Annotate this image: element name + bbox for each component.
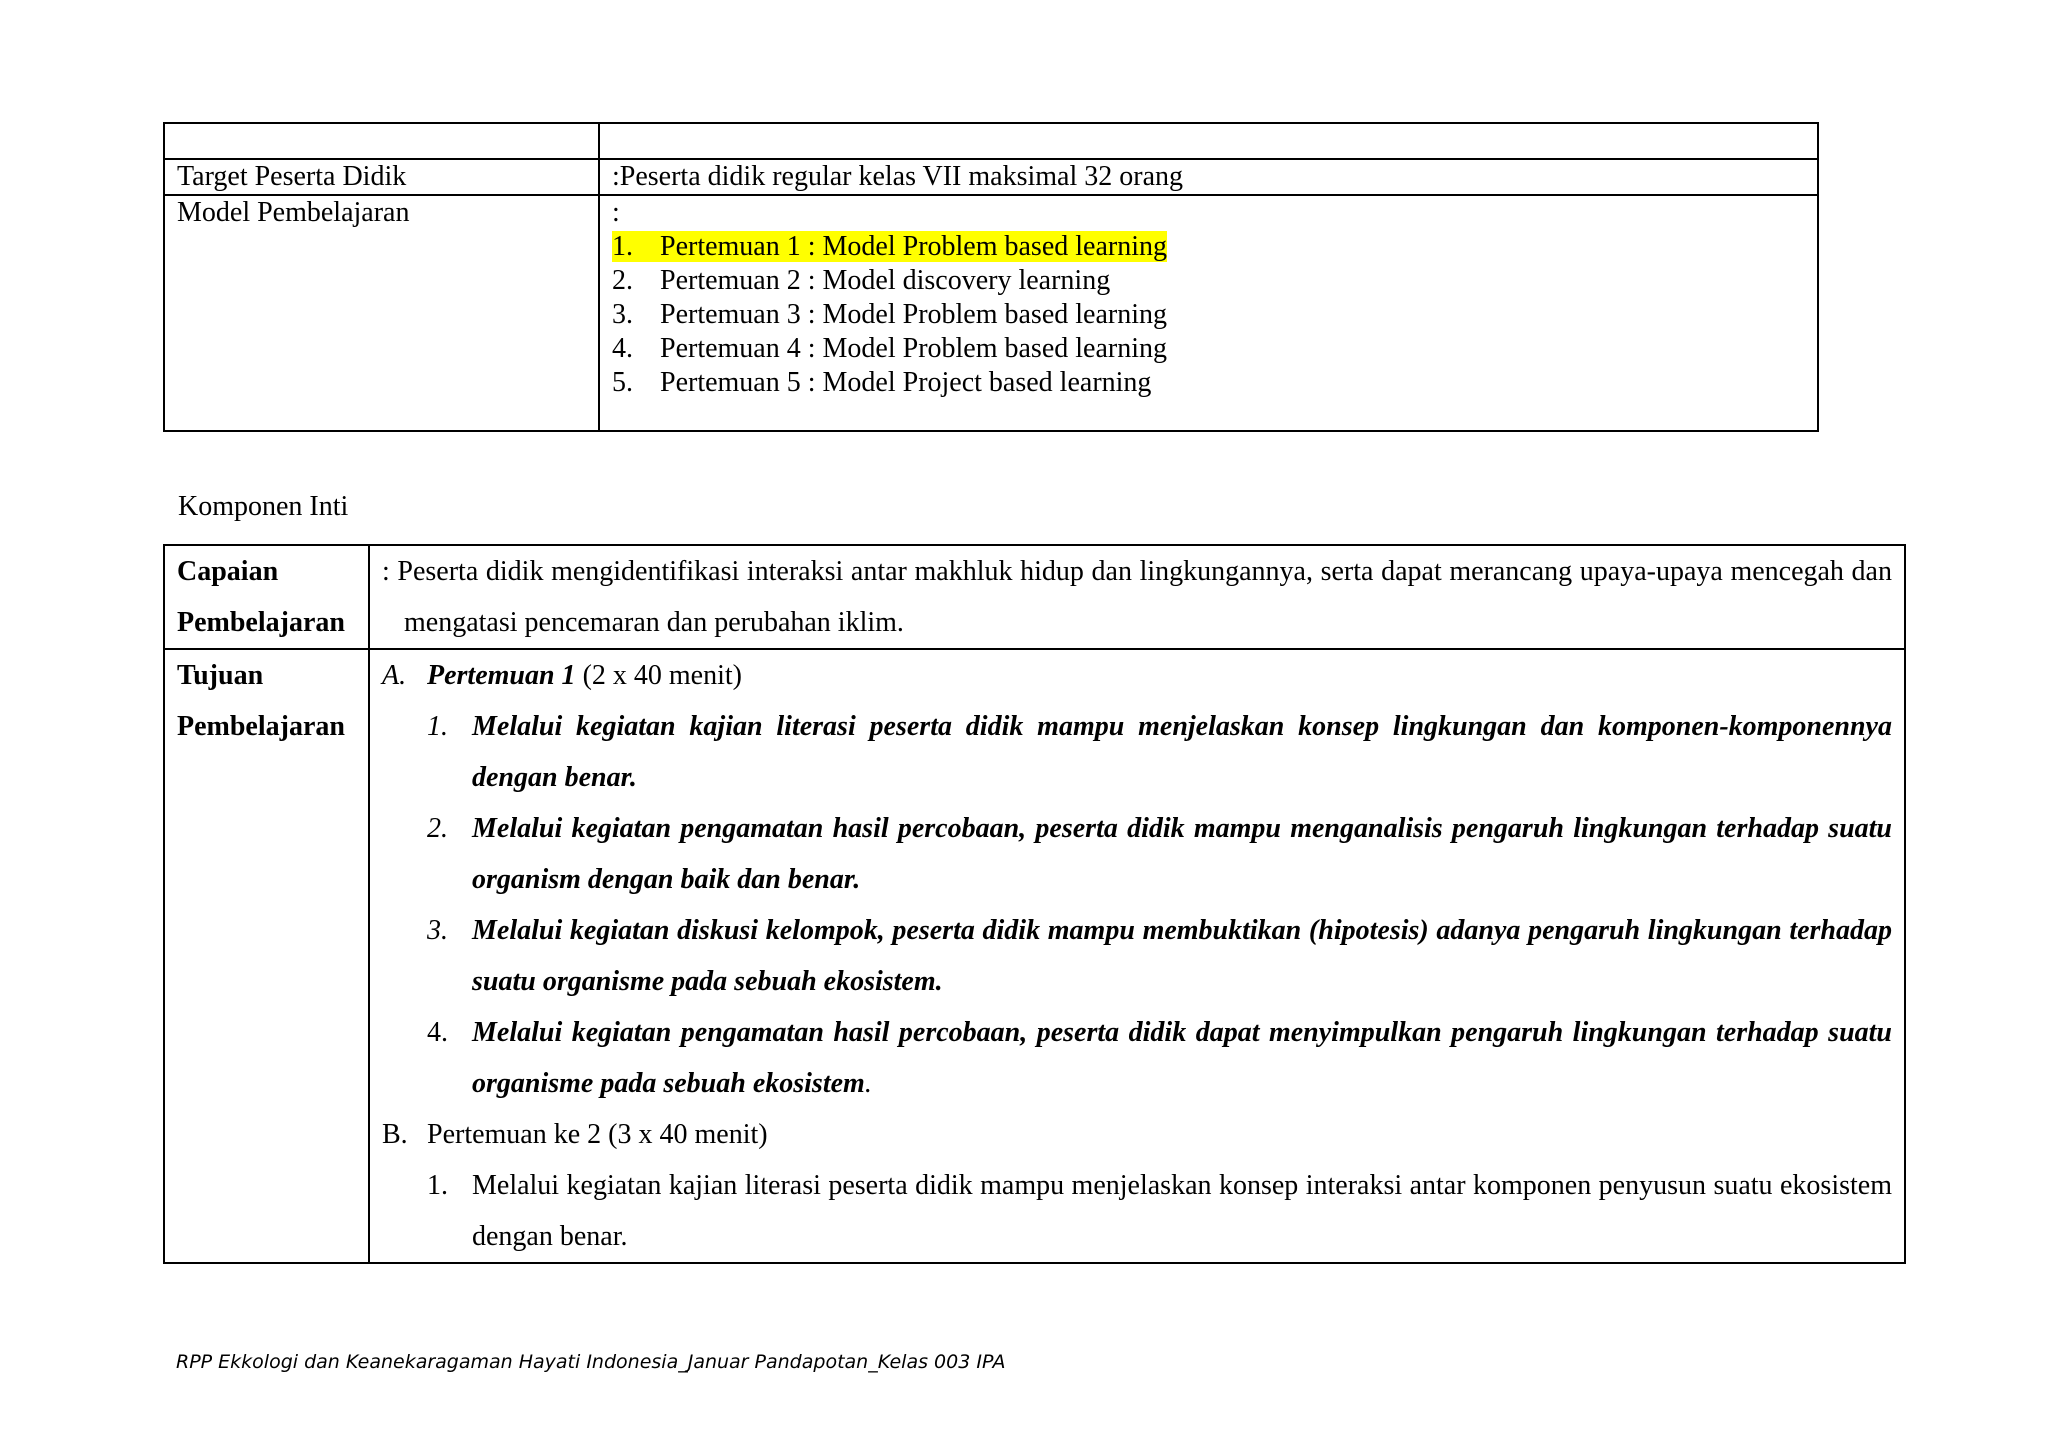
list-item <box>382 701 1892 803</box>
objective-suffix: . <box>864 1068 872 1099</box>
list-number: 4. <box>427 1017 448 1048</box>
tujuan-label-line2: Pembelajaran <box>177 711 345 742</box>
list-text: Pertemuan 5 : Model Project based learning <box>660 367 1152 398</box>
info-table <box>163 122 1819 432</box>
model-colon: : <box>612 197 620 228</box>
list-number: 5. <box>612 367 633 398</box>
meeting-a-objectives <box>382 701 1892 1109</box>
objective-text: Melalui kegiatan pengamatan hasil percobaan, peserta didik mampu menganalisis pengaruh lingkungan terhadap suatu organism dengan baik dan benar. <box>472 813 1892 895</box>
list-text: Pertemuan 4 : Model Problem based learning <box>660 333 1167 364</box>
list-item <box>382 1007 1892 1109</box>
list-number: 1. <box>612 231 633 262</box>
list-text: Pertemuan 2 : Model discovery learning <box>660 265 1111 296</box>
meeting-title: Pertemuan 1 <box>427 660 576 691</box>
list-item <box>382 803 1892 905</box>
list-number: 3. <box>612 299 633 330</box>
table-row <box>164 123 1818 159</box>
meeting-title: Pertemuan ke 2 (3 x 40 menit) <box>427 1119 768 1150</box>
list-item <box>612 298 1805 332</box>
table-cell-label <box>164 123 599 159</box>
table-cell-value <box>599 123 1818 159</box>
table-row-tujuan <box>164 649 1905 1263</box>
target-label: Target Peserta Didik <box>164 159 599 195</box>
model-value-cell <box>599 195 1818 431</box>
page-footer: RPP Ekkologi dan Keanekaragaman Hayati Indonesia_Januar Pandapotan_Kelas 003 IPA <box>176 1351 1006 1373</box>
table-row-model <box>164 195 1818 431</box>
list-number: 4. <box>612 333 633 364</box>
meeting-a-heading <box>382 650 1892 701</box>
model-list <box>612 230 1805 400</box>
model-label: Model Pembelajaran <box>164 195 599 431</box>
meeting-b-objectives <box>382 1160 1892 1262</box>
list-text: Pertemuan 1 : Model Problem based learning <box>660 231 1167 262</box>
tujuan-label-line1: Tujuan <box>177 660 264 691</box>
list-number: 2. <box>612 265 633 296</box>
highlighted-text <box>612 231 1167 262</box>
objective-text: Melalui kegiatan kajian literasi peserta didik mampu menjelaskan konsep interaksi antar komponen penyusun suatu ekosistem dengan benar. <box>472 1170 1892 1252</box>
table-row-target <box>164 159 1818 195</box>
meeting-letter: A. <box>382 660 407 691</box>
meeting-duration: (2 x 40 menit) <box>575 660 742 691</box>
tujuan-value-cell <box>369 649 1905 1263</box>
meeting-letter: B. <box>382 1119 408 1150</box>
list-text: Pertemuan 3 : Model Problem based learning <box>660 299 1167 330</box>
capaian-label-line1: Capaian <box>177 556 279 587</box>
capaian-label-cell <box>164 545 369 649</box>
capaian-text: : Peserta didik mengidentifikasi interaksi antar makhluk hidup dan lingkungannya, serta dapat merancang upaya-upaya mencegah dan mengatasi pencemaran dan perubahan iklim. <box>382 556 1892 638</box>
list-number: 2. <box>427 813 448 844</box>
objective-text: Melalui kegiatan pengamatan hasil percobaan, peserta didik dapat menyimpulkan pengaruh lingkungan terhadap suatu organisme pada sebuah ekosistem <box>472 1017 1892 1099</box>
list-item <box>382 905 1892 1007</box>
list-item <box>382 1160 1892 1262</box>
list-item <box>612 264 1805 298</box>
objective-text: Melalui kegiatan diskusi kelompok, peserta didik mampu membuktikan (hipotesis) adanya pengaruh lingkungan terhadap suatu organisme pada sebuah ekosistem. <box>472 915 1892 997</box>
list-number: 1. <box>427 711 448 742</box>
list-number: 3. <box>427 915 448 946</box>
table-row-capaian <box>164 545 1905 649</box>
target-value: :Peserta didik regular kelas VII maksimal 32 orang <box>599 159 1818 195</box>
objective-text: Melalui kegiatan kajian literasi peserta didik mampu menjelaskan konsep lingkungan dan komponen-komponennya dengan benar. <box>472 711 1892 793</box>
core-component-table <box>163 544 1906 1264</box>
capaian-value-cell <box>369 545 1905 649</box>
list-item <box>612 332 1805 366</box>
tujuan-label-cell <box>164 649 369 1263</box>
list-number: 1. <box>427 1170 448 1201</box>
capaian-label-line2: Pembelajaran <box>177 607 345 638</box>
list-item <box>612 366 1805 400</box>
meeting-b-heading <box>382 1109 1892 1160</box>
section-heading: Komponen Inti <box>178 491 349 522</box>
list-item <box>612 230 1805 264</box>
